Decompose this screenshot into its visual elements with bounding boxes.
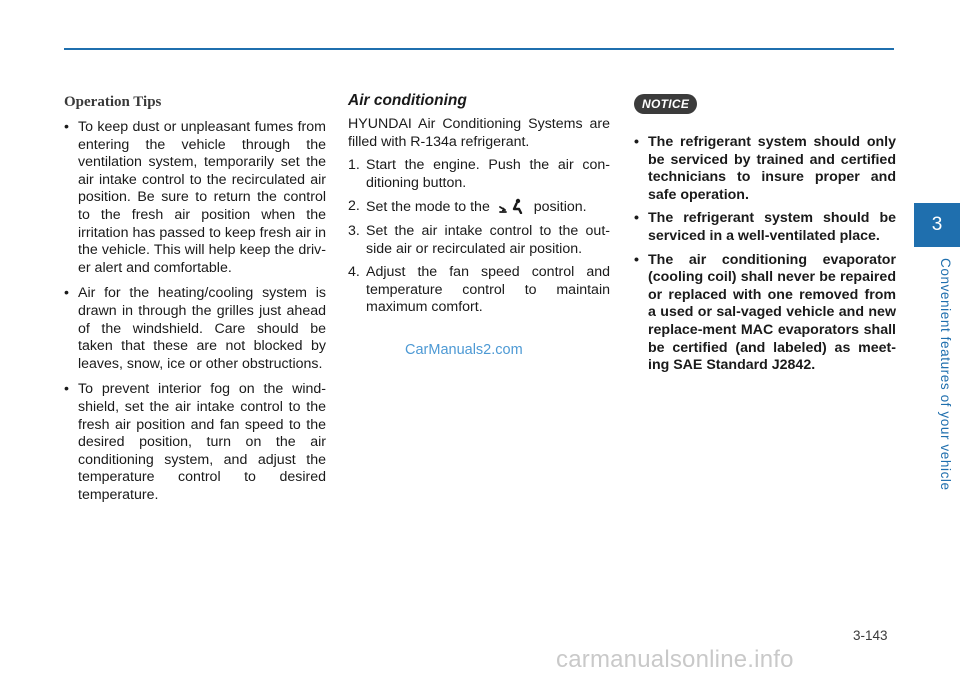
air-conditioning-section	[348, 90, 610, 323]
step-number: 2.	[348, 198, 360, 215]
step-item	[348, 264, 610, 317]
notice-list	[634, 134, 896, 375]
step-number: 1.	[348, 157, 360, 174]
chapter-title: Convenient features of your vehicle	[938, 258, 953, 491]
step-text: Set the mode to the	[366, 199, 490, 216]
step-item	[348, 198, 610, 217]
notice-badge: NOTICE	[634, 94, 697, 114]
list-item: • The refrigerant system should be serviced in a well-ventilated place.	[634, 210, 896, 245]
step-text: Set the air intake control to the out-side air or recirculated air position.	[366, 222, 610, 257]
footer-watermark: carmanualsonline.info	[556, 646, 794, 673]
page-number: 3-143	[853, 628, 888, 643]
site-watermark: CarManuals2.com	[405, 342, 523, 358]
notice-section	[634, 90, 896, 381]
top-rule	[64, 48, 894, 50]
operation-tips-list	[64, 119, 326, 504]
air-conditioning-intro: HYUNDAI Air Conditioning Systems are filled with R-134a refrigerant.	[348, 116, 610, 150]
step-text: position.	[533, 199, 587, 216]
list-item: • The refrigerant system should only be serviced by trained and certified technicians to insure proper and safe operation.	[634, 134, 896, 204]
list-item: • The air conditioning evaporator (cooling coil) shall never be repaired or replaced with one removed from a used or sal-vaged vehicle and new replace-ment MAC evaporators shall be certified (and labeled) as meet-ing SAE Standard J2842.	[634, 252, 896, 375]
operation-tips-section	[64, 90, 326, 512]
list-item: • To keep dust or unpleasant fumes from entering the vehicle through the ventilation system, temporarily set the air intake control to the recirculated air position. Be sure to return the control to the fresh air position when the irritation has passed to keep fresh air in the vehicle. This will help keep the driv-er alert and comfortable.	[64, 119, 326, 277]
step-number: 3.	[348, 222, 360, 239]
step-item	[348, 223, 610, 258]
step-number: 4.	[348, 264, 360, 281]
operation-tips-heading: Operation Tips	[64, 94, 162, 110]
list-item: • Air for the heating/cooling system is drawn in through the grilles just ahead of the windshield. Care should be taken that these are not blocked by leaves, snow, ice or other obstructions.	[64, 285, 326, 373]
air-conditioning-heading: Air conditioning	[348, 92, 467, 109]
step-text: Adjust the fan speed control and temperature control to maintain maximum comfort.	[366, 264, 610, 316]
floor-mode-icon	[498, 198, 526, 214]
step-item	[348, 157, 610, 192]
list-item: • To prevent interior fog on the wind-shield, set the air intake control to the fresh air position and fan speed to the desired position, turn on the air conditioning system, and adjust the temperature control to desired temperature.	[64, 381, 326, 504]
air-conditioning-steps	[348, 157, 610, 317]
step-text: Start the engine. Push the air con-ditioning button.	[366, 157, 610, 191]
chapter-tab: 3	[914, 203, 960, 247]
